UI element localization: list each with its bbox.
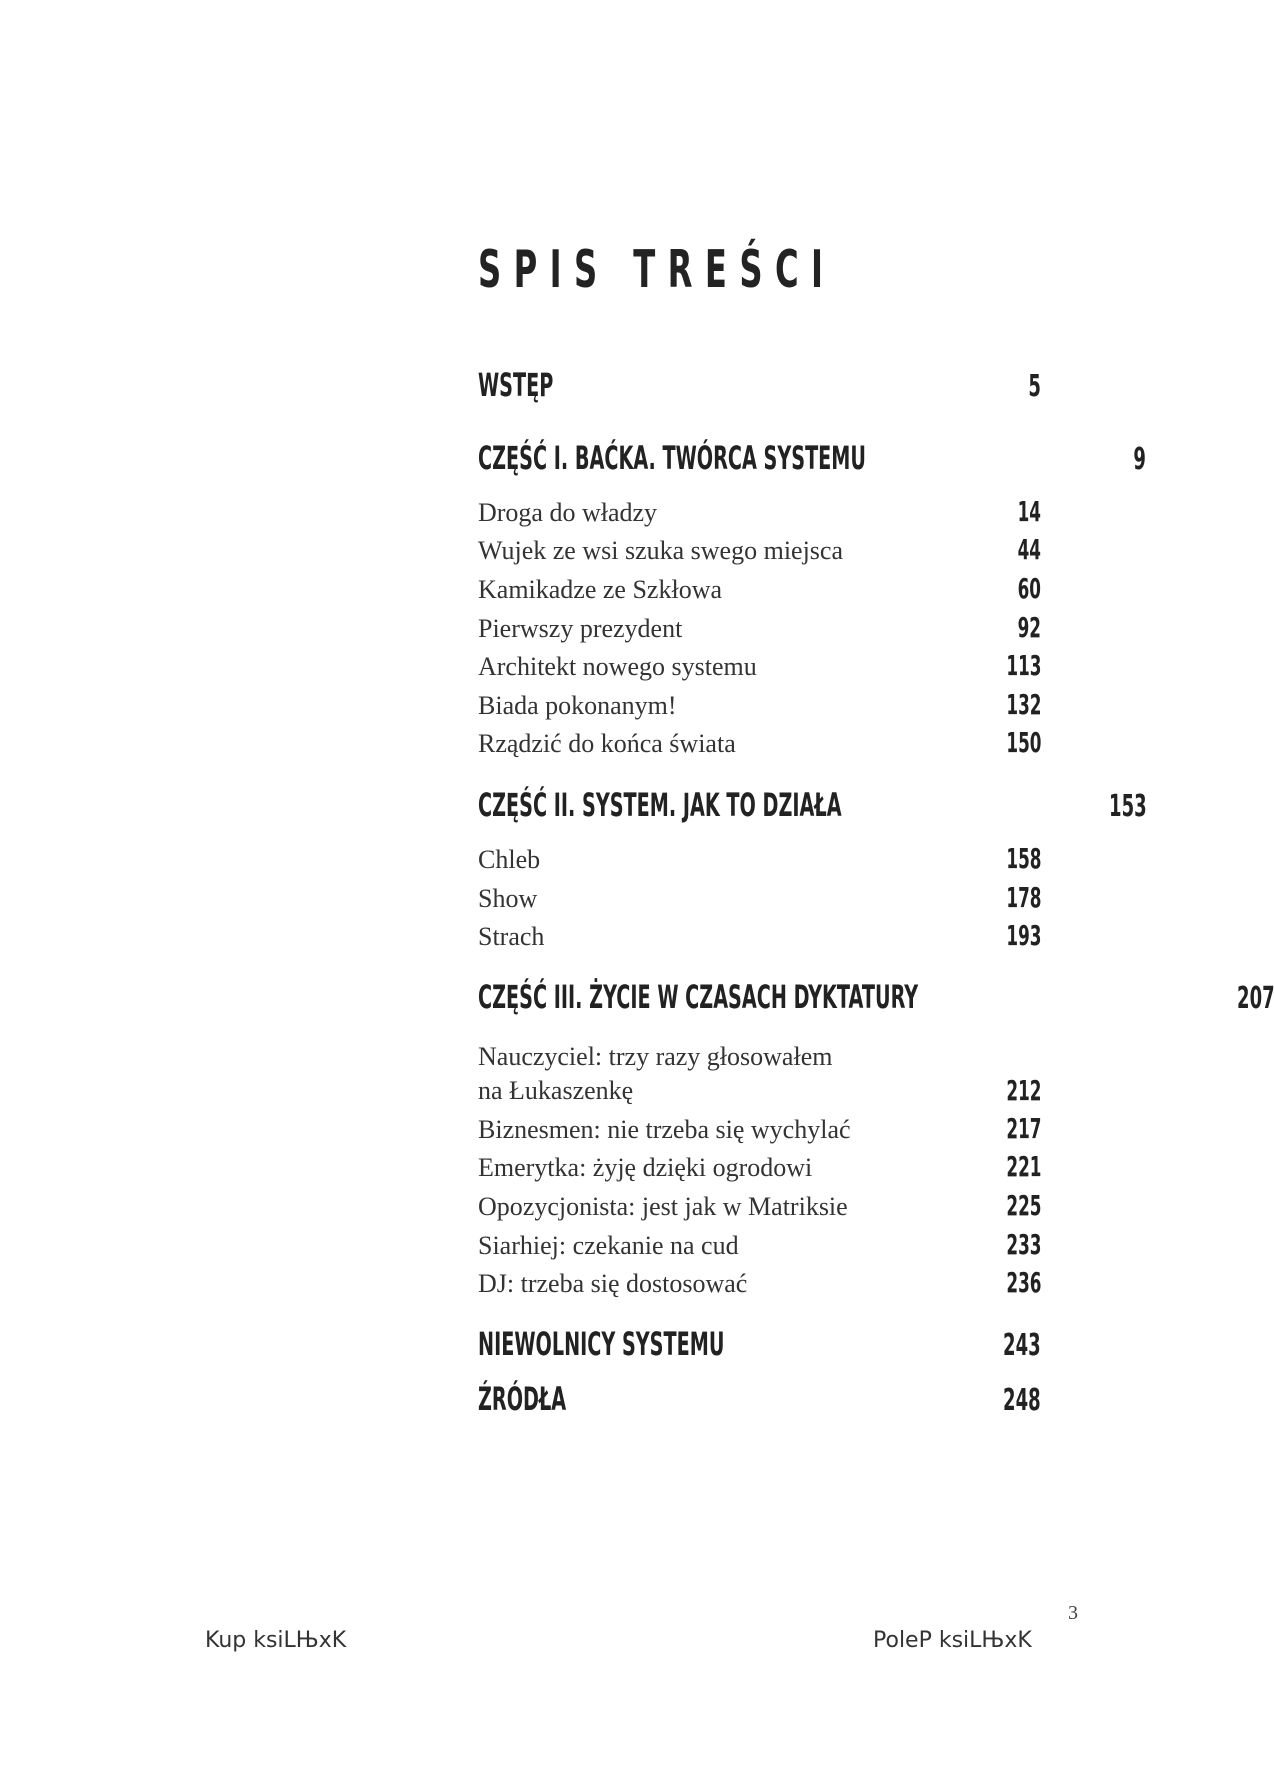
toc-entry-label: NIEWOLNICY SYSTEMU (478, 1325, 725, 1363)
toc-entry-label-continued: na Łukaszenkę (478, 1076, 634, 1105)
toc-section-heading[interactable] (478, 785, 1147, 825)
toc-page-number: 193 (1005, 919, 1041, 952)
toc-entry-label: Show (478, 884, 538, 913)
toc-entry-label: ŹRÓDŁA (478, 1380, 567, 1418)
toc-page-number: 236 (1005, 1266, 1041, 1299)
toc-page-number: 150 (1005, 726, 1041, 759)
toc-chapter[interactable] (478, 1189, 1041, 1223)
toc-entry-label: Nauczyciel: trzy razy głosowałem (478, 1042, 833, 1071)
toc-entry-label: WSTĘP (478, 366, 554, 404)
toc-entry-label: Droga do władzy (478, 498, 658, 527)
toc-entry-label: Siarhiej: czekanie na cud (478, 1231, 739, 1260)
toc-section-heading[interactable] (478, 438, 1146, 478)
toc-entry-label: Emerytka: żyję dzięki ogrodowi (478, 1153, 813, 1182)
toc-page-number: 14 (1017, 495, 1041, 528)
toc-entry-label: Chleb (478, 845, 541, 874)
recommend-book-link[interactable]: PoleP ksiLЊxK (873, 1628, 1032, 1653)
page-number: 3 (1068, 1602, 1078, 1624)
toc-entry-label: Wujek ze wsi szuka swego miejsca (478, 536, 844, 565)
toc-entry-label: Biznesmen: nie trzeba się wychylać (478, 1115, 851, 1144)
toc-page-number: 207 (1236, 981, 1274, 1016)
toc-chapter[interactable] (478, 688, 1041, 722)
toc-chapter[interactable] (478, 533, 1041, 567)
buy-book-link[interactable]: Kup ksiLЊxK (205, 1628, 347, 1653)
toc-entry-label: Strach (478, 922, 545, 951)
toc-page-number: 212 (1005, 1074, 1041, 1107)
toc-entry-label: Kamikadze ze Szkłowa (478, 575, 723, 604)
toc-page-number: 217 (1005, 1112, 1041, 1145)
toc-chapter[interactable] (478, 495, 1041, 529)
toc-section-heading[interactable] (478, 1324, 1041, 1364)
toc-chapter[interactable] (478, 1228, 1041, 1262)
toc-page-number: 243 (1003, 1328, 1041, 1363)
toc-title: SPIS TREŚCI (478, 240, 836, 300)
toc-entry-label: Pierwszy prezydent (478, 614, 683, 643)
toc-section-heading[interactable] (478, 365, 1041, 405)
toc-page-number: 9 (1133, 442, 1146, 477)
toc-entry-label: Rządzić do końca świata (478, 729, 736, 758)
toc-page-number: 233 (1005, 1228, 1041, 1261)
toc-entry-label-wrap (478, 1040, 832, 1108)
toc-page-number: 92 (1017, 611, 1041, 644)
toc-page-number: 225 (1005, 1189, 1041, 1222)
toc-entry-label: Architekt nowego systemu (478, 652, 757, 681)
toc-chapter[interactable] (478, 842, 1041, 876)
toc-page-number: 221 (1005, 1150, 1041, 1183)
toc-chapter[interactable] (478, 919, 1041, 953)
toc-chapter[interactable] (478, 1112, 1041, 1146)
toc-chapter[interactable] (478, 1266, 1041, 1300)
toc-page-number: 132 (1005, 688, 1041, 721)
toc-page-number: 158 (1005, 842, 1041, 875)
toc-section-heading[interactable] (478, 977, 1274, 1017)
toc-page-number: 248 (1003, 1383, 1041, 1418)
toc-page-number: 60 (1017, 572, 1041, 605)
toc-page-number: 178 (1005, 881, 1041, 914)
toc-entry-label: Biada pokonanym! (478, 691, 677, 720)
toc-page-number: 5 (1028, 369, 1041, 404)
toc-page-number: 153 (1109, 789, 1147, 824)
toc-chapter[interactable] (478, 1036, 1041, 1108)
toc-chapter[interactable] (478, 572, 1041, 606)
toc-entry-label: CZĘŚĆ I. BAĆKA. TWÓRCA SYSTEMU (478, 439, 866, 477)
toc-entry-label: DJ: trzeba się dostosować (478, 1269, 748, 1298)
toc-entry-label: CZĘŚĆ II. SYSTEM. JAK TO DZIAŁA (478, 786, 842, 824)
toc-page-number: 113 (1005, 649, 1041, 682)
toc-chapter[interactable] (478, 726, 1041, 760)
toc-chapter[interactable] (478, 611, 1041, 645)
toc-chapter[interactable] (478, 1150, 1041, 1184)
toc-chapter[interactable] (478, 649, 1041, 683)
toc-chapter[interactable] (478, 881, 1041, 915)
toc-section-heading[interactable] (478, 1379, 1041, 1419)
toc-entry-label: CZĘŚĆ III. ŻYCIE W CZASACH DYKTATURY (478, 978, 919, 1016)
toc-entry-label: Opozycjonista: jest jak w Matriksie (478, 1192, 848, 1221)
toc-page-number: 44 (1017, 533, 1041, 566)
